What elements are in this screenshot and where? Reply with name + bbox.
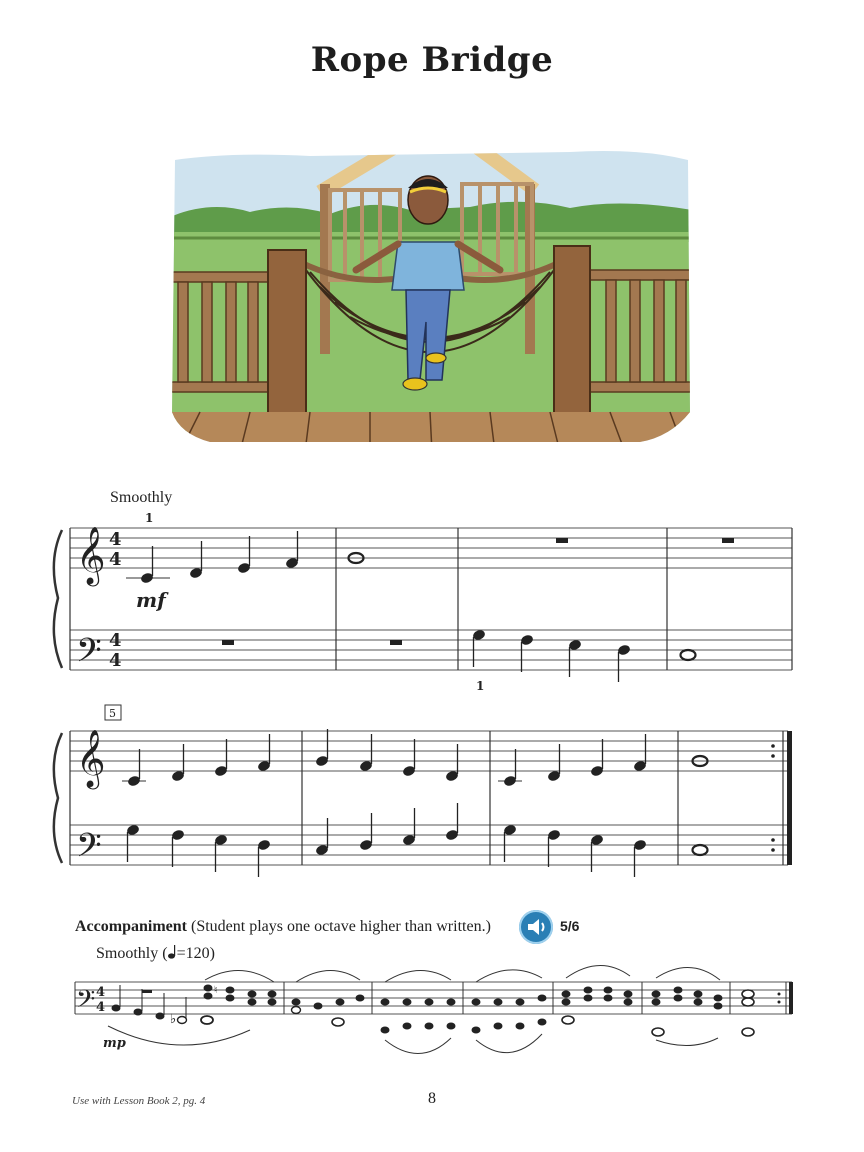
- chord: [742, 990, 754, 1036]
- footer-note: Use with Lesson Book 2, pg. 4: [72, 1095, 206, 1107]
- quarter-note-icon: [168, 945, 177, 959]
- note: [237, 536, 251, 574]
- page-title: Rope Bridge: [310, 40, 554, 80]
- system-1: [54, 511, 792, 693]
- measure-number: 5: [109, 707, 116, 720]
- accompaniment-tempo-value: =120): [176, 945, 215, 962]
- note: [134, 989, 143, 1016]
- accompaniment-note: (Student plays one octave higher than written.): [190, 918, 491, 935]
- note: [445, 803, 459, 841]
- chord: [292, 995, 365, 1027]
- note: [315, 818, 329, 856]
- finger-number: 1: [476, 679, 485, 693]
- note: [122, 749, 146, 787]
- accompaniment-tempo-text: Smoothly (: [96, 945, 168, 962]
- note: [503, 824, 517, 862]
- time-sig-den: 4: [96, 1000, 106, 1015]
- treble-clef: 𝄞: [76, 526, 106, 584]
- time-sig-den: 4: [109, 549, 122, 570]
- note: [498, 749, 522, 787]
- whole-rest: [222, 640, 234, 645]
- note: [189, 541, 203, 579]
- time-sig-num: 4: [96, 985, 106, 1000]
- note: [590, 834, 604, 872]
- chord: [562, 987, 633, 1025]
- note: [402, 739, 416, 777]
- note: [257, 839, 271, 877]
- tempo-marking: Smoothly: [110, 489, 173, 506]
- note: [547, 829, 561, 867]
- whole-rest: [722, 538, 734, 543]
- system-2: [54, 705, 792, 877]
- note: [568, 639, 582, 677]
- note: [402, 808, 416, 846]
- time-sig-num: 4: [109, 529, 122, 550]
- note: [359, 734, 373, 772]
- chord: [381, 999, 456, 1034]
- accompaniment-label: Accompaniment: [75, 918, 187, 935]
- time-sig-den-bass: 4: [109, 650, 122, 671]
- note: [315, 729, 329, 767]
- accompaniment-tempo: [96, 945, 215, 963]
- note: [214, 739, 228, 777]
- note: [171, 829, 185, 867]
- finger-number: 1: [145, 511, 154, 525]
- whole-note: [201, 1016, 213, 1024]
- note: [520, 634, 534, 672]
- chord: [652, 987, 723, 1037]
- whole-rest: [556, 538, 568, 543]
- half-rest: [142, 990, 152, 993]
- note: [285, 531, 299, 569]
- page-number: 8: [428, 1090, 436, 1107]
- note: [633, 839, 647, 877]
- note: [445, 744, 459, 782]
- whole-rest: [390, 640, 402, 645]
- note: [633, 734, 647, 772]
- note: [359, 813, 373, 851]
- svg-text:♮: ♮: [214, 985, 218, 996]
- chord: [204, 985, 277, 1006]
- bass-clef: 𝄢: [76, 632, 102, 678]
- time-sig-num-bass: 4: [109, 630, 122, 651]
- accompaniment-staff: [75, 965, 793, 1053]
- note: [547, 744, 561, 782]
- note: [126, 824, 140, 862]
- accomp-dynamic: mp: [103, 1036, 126, 1051]
- note: [171, 744, 185, 782]
- whole-note: [693, 845, 708, 855]
- note: [472, 629, 486, 667]
- accompaniment-heading: [75, 918, 491, 936]
- bass-clef: 𝄢: [76, 827, 102, 873]
- note: [178, 997, 187, 1024]
- note: [126, 546, 170, 584]
- note: [590, 739, 604, 777]
- speaker-icon: [519, 910, 553, 944]
- note: [214, 834, 228, 872]
- note: [617, 644, 631, 682]
- bass-clef: 𝄢: [76, 985, 96, 1020]
- dynamic-marking: mf: [136, 588, 166, 612]
- svg-text:♭: ♭: [170, 1012, 177, 1027]
- note: [257, 734, 271, 772]
- treble-clef: 𝄞: [76, 729, 106, 787]
- audio-play-button[interactable]: [519, 910, 553, 944]
- track-number: 5/6: [560, 918, 580, 934]
- whole-note: [681, 650, 696, 660]
